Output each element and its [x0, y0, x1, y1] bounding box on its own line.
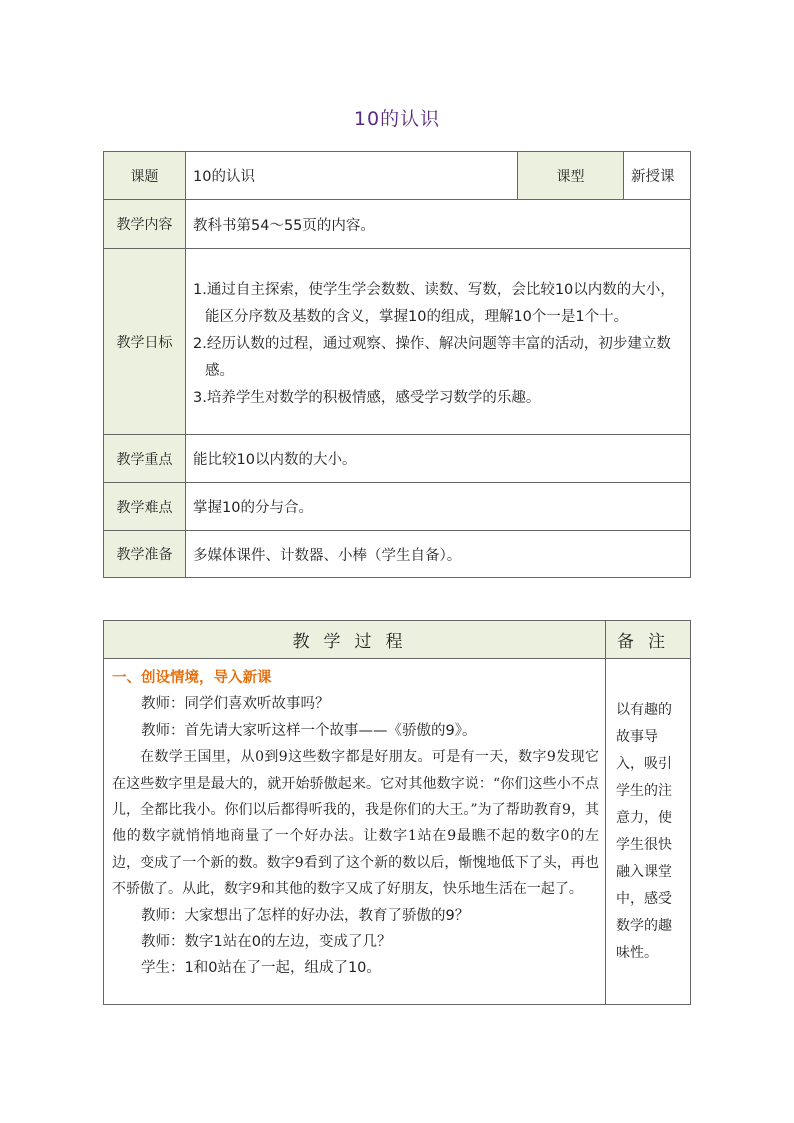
- section-heading: 一、创设情境，导入新课: [112, 670, 272, 686]
- goals-label: 教学日标: [104, 249, 186, 435]
- goal-item: 1.通过自主探索，使学生学会数数、读数、写数，会比较10以内数的大小，能区分序数及基数的含义，掌握10的组成，理解10个一是1个十。: [193, 282, 675, 325]
- content-row: [104, 200, 691, 249]
- goals-list: [186, 249, 691, 435]
- story-paragraph: 在数学王国里，从0到9这些数字都是好朋友。可是有一天，数字9发现它在这些数字里是最大的，就开始骄傲起来。它对其他数字说：“你们这些小不点儿，全都比我小。你们以后都得听我的，我是你们的大王。”为了帮助教育9，其他的数字就悄悄地商量了一个好办法。让数字1站在9最瞧不起的数字0的左边，变成了一个新的数。数字9看到了这个新的数以后，惭愧地低下了头，再也不骄傲了。从此，数字9和其他的数字又成了好朋友，快乐地生活在一起了。: [112, 749, 599, 898]
- goals-row: [104, 249, 691, 435]
- topic-label: 课题: [104, 152, 186, 200]
- dialogue-line: 教师：同学们喜欢听故事吗？: [141, 696, 330, 713]
- topic-row: [104, 152, 691, 200]
- dialogue-line: 学生：1和0站在了一起，组成了10。: [141, 960, 381, 977]
- key-value: 能比较10以内数的大小。: [186, 435, 691, 483]
- note-header: 备注: [606, 621, 691, 659]
- process-content: [104, 659, 606, 1005]
- goal-item: 2.经历认数的过程，通过观察、操作、解决问题等丰富的活动，初步建立数感。: [193, 336, 671, 379]
- dialogue-line: 教师：首先请大家听这样一个故事——《骄傲的9》。: [141, 722, 477, 739]
- prep-row: [104, 531, 691, 578]
- process-header: 教学过程: [104, 621, 606, 659]
- difficulty-row: [104, 483, 691, 531]
- content-value: 教科书第54～55页的内容。: [186, 200, 691, 249]
- difficulty-label: 教学难点: [104, 483, 186, 531]
- difficulty-value: 掌握10的分与合。: [186, 483, 691, 531]
- process-header-row: [104, 621, 691, 659]
- prep-label: 教学准备: [104, 531, 186, 578]
- dialogue-line: 教师：大家想出了怎样的好办法，教育了骄傲的9？: [141, 907, 470, 924]
- content-label: 教学内容: [104, 200, 186, 249]
- goal-item: 3.培养学生对数学的积极情感，感受学习数学的乐趣。: [193, 390, 541, 406]
- topic-value: 10的认识: [186, 152, 518, 200]
- process-body-row: [104, 659, 691, 1005]
- key-label: 教学重点: [104, 435, 186, 483]
- dialogue-line: 教师：数字1站在0的左边，变成了几？: [141, 934, 392, 951]
- key-row: [104, 435, 691, 483]
- teaching-process-table: [103, 620, 691, 1005]
- prep-value: 多媒体课件、计数器、小棒（学生自备）。: [186, 531, 691, 578]
- lesson-info-table: [103, 151, 691, 578]
- type-label: 课型: [518, 152, 624, 200]
- type-value: 新授课: [624, 152, 691, 200]
- process-note: 以有趣的故事导入，吸引学生的注意力，使学生很快融入课堂中，感受数学的趣味性。: [606, 659, 691, 1005]
- document-title: 10的认识: [353, 108, 441, 130]
